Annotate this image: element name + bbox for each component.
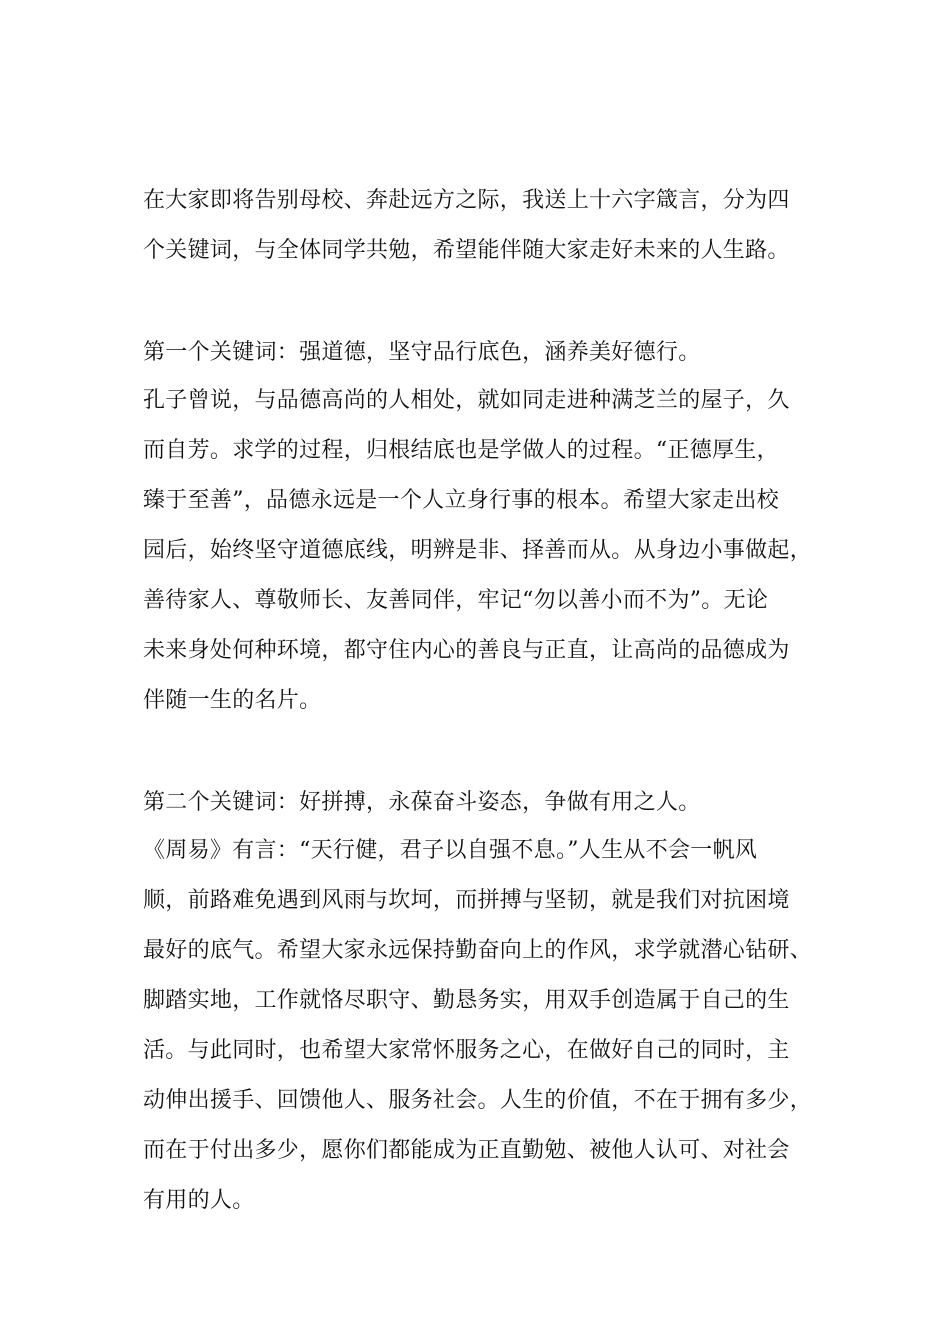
intro-line-2: 个关键词，与全体同学共勉，希望能伴随大家走好未来的人生路。 bbox=[143, 238, 790, 263]
section-2-line-1: 《周易》有言：“天行健，君子以自强不息。”人生从不会一帆风 bbox=[143, 838, 758, 863]
section-2-heading: 第二个关键词：好拼搏，永葆奋斗姿态，争做有用之人。 bbox=[143, 790, 701, 815]
section-2-line-3: 最好的底气。希望大家永远保持勤奋向上的作风，求学就潜心钻研、 bbox=[143, 938, 813, 963]
section-1-line-1: 孔子曾说，与品德高尚的人相处，就如同走进种满芝兰的屋子，久 bbox=[143, 388, 790, 413]
section-1-line-7: 伴随一生的名片。 bbox=[143, 688, 322, 713]
section-2-line-6: 动伸出援手、回馈他人、服务社会。人生的价值，不在于拥有多少， bbox=[143, 1088, 813, 1113]
section-2-line-7: 而在于付出多少，愿你们都能成为正直勤勉、被他人认可、对社会 bbox=[143, 1138, 790, 1163]
section-1-line-3: 臻于至善”，品德永远是一个人立身行事的根本。希望大家走出校 bbox=[143, 488, 779, 513]
section-2-line-8: 有用的人。 bbox=[143, 1188, 255, 1213]
section-2-line-4: 脚踏实地，工作就恪尽职守、勤恳务实，用双手创造属于自己的生 bbox=[143, 988, 790, 1013]
section-1-line-5: 善待家人、尊敬师长、友善同伴，牢记“勿以善小而不为”。无论 bbox=[143, 588, 769, 613]
section-1-line-4: 园后，始终坚守道德底线，明辨是非、择善而从。从身边小事做起， bbox=[143, 538, 813, 563]
section-2-line-5: 活。与此同时，也希望大家常怀服务之心，在做好自己的同时，主 bbox=[143, 1038, 790, 1063]
section-1-heading: 第一个关键词：强道德，坚守品行底色，涵养美好德行。 bbox=[143, 340, 701, 365]
section-2-line-2: 顺，前路难免遇到风雨与坎坷，而拼搏与坚韧，就是我们对抗困境 bbox=[143, 888, 790, 913]
section-1-line-6: 未来身处何种环境，都守住内心的善良与正直，让高尚的品德成为 bbox=[143, 638, 790, 663]
intro-line-1: 在大家即将告别母校、奔赴远方之际，我送上十六字箴言，分为四 bbox=[143, 188, 790, 213]
section-1-line-2: 而自芳。求学的过程，归根结底也是学做人的过程。“正德厚生， bbox=[143, 438, 779, 463]
